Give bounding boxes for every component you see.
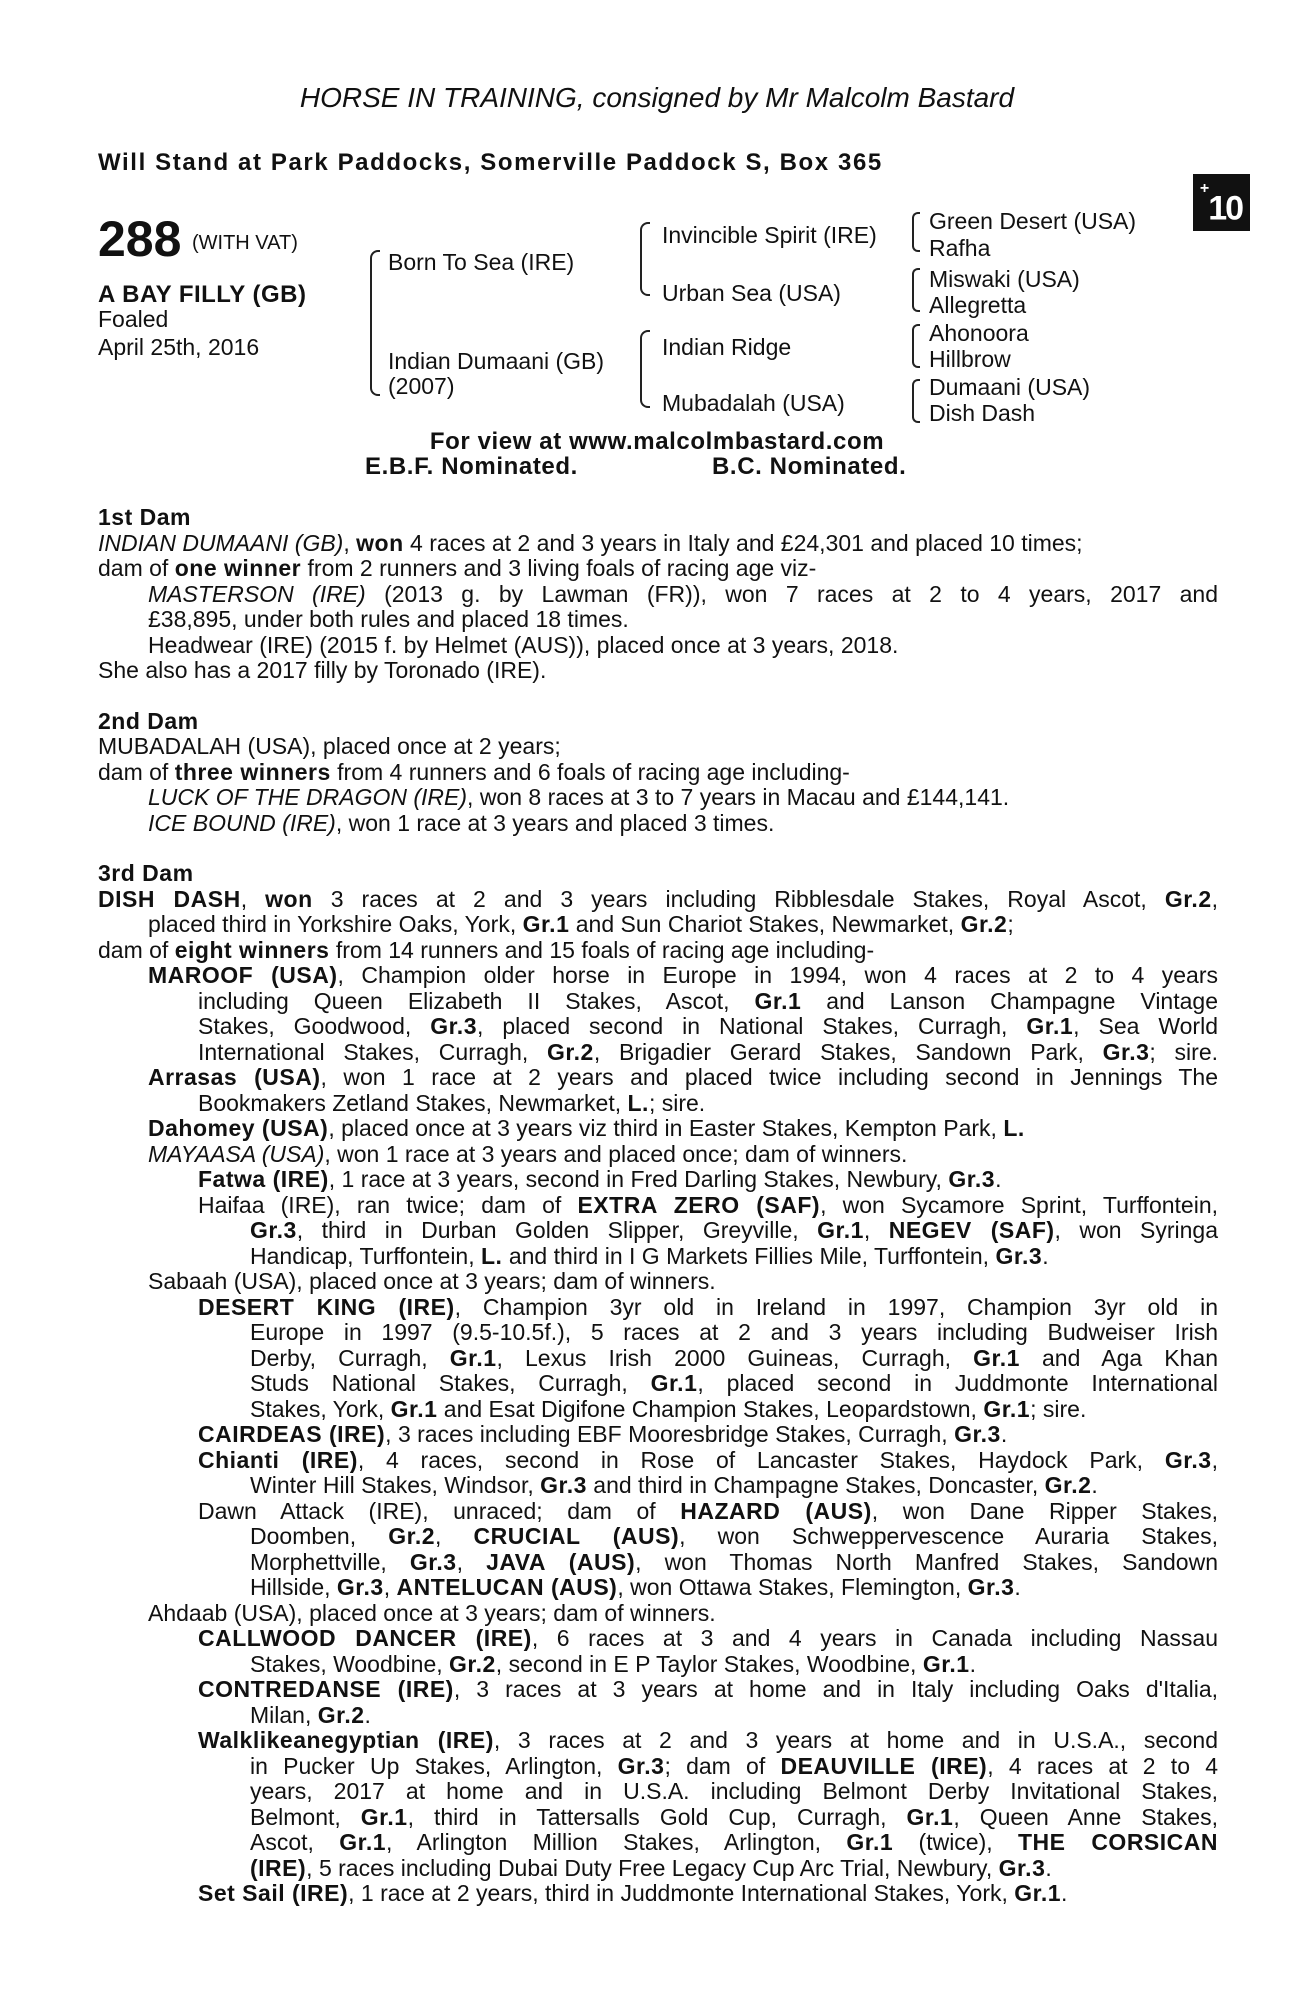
body-line: MAROOF (USA), Champion older horse in Europe in 1994, won 4 races at 2 to 4 years <box>148 962 1218 988</box>
body-line: Derby, Curragh, Gr.1, Lexus Irish 2000 Guineas, Curragh, Gr.1 and Aga Khan <box>250 1344 1218 1371</box>
body-line: Headwear (IRE) (2015 f. by Helmet (AUS)), placed once at 3 years, 2018. <box>148 631 899 658</box>
ebf-nominated: E.B.F. Nominated. <box>365 453 578 480</box>
body-line: placed third in Yorkshire Oaks, York, Gr.1 and Sun Chariot Stakes, Newmarket, Gr.2; <box>148 911 1014 937</box>
view-website: For view at www.malcolmbastard.com <box>429 428 885 455</box>
pedigree-brace <box>640 330 650 408</box>
body-line: Haifaa (IRE), ran twice; dam of EXTRA ZERO (SAF), won Sycamore Sprint, Turffontein, <box>198 1191 1218 1218</box>
body-line: Stakes, Woodbine, Gr.2, second in E P Taylor Stakes, Woodbine, Gr.1. <box>250 1650 976 1677</box>
pedigree-brace <box>912 268 920 312</box>
body-line: Chianti (IRE), 4 races, second in Rose of Lancaster Stakes, Haydock Park, Gr.3, <box>198 1446 1218 1473</box>
body-line: INDIAN DUMAANI (GB), won 4 races at 2 and 3 years in Italy and £24,301 and placed 10 times; <box>98 529 1083 556</box>
pedigree-g8: Dish Dash <box>929 400 1036 426</box>
vat-note: (WITH VAT) <box>192 232 298 254</box>
pedigree-g4: Allegretta <box>929 292 1027 318</box>
body-line: Dawn Attack (IRE), unraced; dam of HAZARD (AUS), won Dane Ripper Stakes, <box>198 1497 1218 1524</box>
body-line: dam of eight winners from 14 runners and 15 foals of racing age including- <box>98 936 875 963</box>
lot-number: 288 <box>98 211 182 267</box>
catalogue-heading: HORSE IN TRAINING, consigned by Mr Malcolm Bastard <box>299 82 1015 113</box>
stand-location: Will Stand at Park Paddocks, Somerville Paddock S, Box 365 <box>98 149 883 176</box>
body-line: dam of three winners from 4 runners and 6 foals of racing age including- <box>98 758 850 785</box>
pedigree-brace <box>912 324 920 368</box>
body-line: CAIRDEAS (IRE), 3 races including EBF Mooresbridge Stakes, Curragh, Gr.3. <box>198 1421 1008 1447</box>
pedigree-dam-year: (2007) <box>388 373 455 399</box>
body-line: Studs National Stakes, Curragh, Gr.1, placed second in Juddmonte International <box>250 1370 1219 1396</box>
pedigree-sire-sire: Invincible Spirit (IRE) <box>662 222 877 248</box>
body-line: Dahomey (USA), placed once at 3 years viz third in Easter Stakes, Kempton Park, L. <box>148 1115 1025 1141</box>
horse-description: A BAY FILLY (GB) <box>98 281 307 308</box>
body-line: (IRE), 5 races including Dubai Duty Free Legacy Cup Arc Trial, Newbury, Gr.3. <box>250 1854 1052 1881</box>
body-line: International Stakes, Curragh, Gr.2, Brigadier Gerard Stakes, Sandown Park, Gr.3; sire. <box>198 1038 1218 1065</box>
dam-history <box>98 505 1218 1907</box>
body-line: Winter Hill Stakes, Windsor, Gr.3 and third in Champagne Stakes, Doncaster, Gr.2. <box>250 1472 1098 1498</box>
pedigree-dam-dam: Mubadalah (USA) <box>662 390 845 416</box>
body-line: years, 2017 at home and in U.S.A. including Belmont Derby Invitational Stakes, <box>250 1778 1218 1804</box>
page-badge <box>1193 174 1250 231</box>
pedigree-g7: Dumaani (USA) <box>929 374 1091 400</box>
body-line: Set Sail (IRE), 1 race at 2 years, third in Juddmonte International Stakes, York, Gr.1. <box>198 1880 1068 1906</box>
body-line: in Pucker Up Stakes, Arlington, Gr.3; dam of DEAUVILLE (IRE), 4 races at 2 to 4 <box>250 1752 1219 1779</box>
body-line: LUCK OF THE DRAGON (IRE), won 8 races at 3 to 7 years in Macau and £144,141. <box>148 784 1010 810</box>
pedigree-brace <box>912 379 920 423</box>
body-line: Fatwa (IRE), 1 race at 3 years, second in Fred Darling Stakes, Newbury, Gr.3. <box>198 1166 1002 1192</box>
pedigree-brace <box>370 250 380 396</box>
pedigree-brace <box>640 222 650 296</box>
section-heading: 2nd Dam <box>98 707 199 734</box>
pedigree-brace <box>912 212 920 252</box>
body-line: Morphettville, Gr.3, JAVA (AUS), won Thomas North Manfred Stakes, Sandown <box>250 1548 1218 1575</box>
pedigree-g3: Miswaki (USA) <box>929 266 1080 292</box>
section-heading: 1st Dam <box>98 504 191 530</box>
foaled-label: Foaled <box>98 306 169 332</box>
body-line: Stakes, York, Gr.1 and Esat Digifone Champion Stakes, Leopardstown, Gr.1; sire. <box>250 1395 1087 1422</box>
pedigree-dam-sire: Indian Ridge <box>662 334 792 360</box>
body-line: Hillside, Gr.3, ANTELUCAN (AUS), won Ottawa Stakes, Flemington, Gr.3. <box>250 1574 1021 1600</box>
pedigree-g2: Rafha <box>929 235 991 261</box>
bc-nominated: B.C. Nominated. <box>712 453 907 480</box>
body-line: MAYAASA (USA), won 1 race at 3 years and placed once; dam of winners. <box>148 1140 908 1167</box>
body-line: Bookmakers Zetland Stakes, Newmarket, L.; sire. <box>198 1089 706 1116</box>
body-line: Ascot, Gr.1, Arlington Million Stakes, Arlington, Gr.1 (twice), THE CORSICAN <box>250 1829 1218 1855</box>
foaled-date: April 25th, 2016 <box>98 334 260 360</box>
body-line: Ahdaab (USA), placed once at 3 years; dam of winners. <box>148 1599 716 1626</box>
body-line: dam of one winner from 2 runners and 3 living foals of racing age viz- <box>98 555 817 581</box>
body-line: DESERT KING (IRE), Champion 3yr old in Ireland in 1997, Champion 3yr old in <box>198 1293 1219 1320</box>
body-line: Sabaah (USA), placed once at 3 years; dam of winners. <box>148 1268 716 1294</box>
pedigree-g6: Hillbrow <box>929 346 1011 372</box>
body-line: Handicap, Turffontein, L. and third in I G Markets Fillies Mile, Turffontein, Gr.3. <box>250 1242 1049 1269</box>
badge-plus: + <box>1199 180 1208 197</box>
body-line: MUBADALAH (USA), placed once at 2 years; <box>98 733 561 759</box>
body-line: £38,895, under both rules and placed 18 times. <box>148 606 629 632</box>
body-line: Doomben, Gr.2, CRUCIAL (AUS), won Schweppervescence Auraria Stakes, <box>250 1523 1218 1549</box>
pedigree-sire-dam: Urban Sea (USA) <box>662 280 841 306</box>
section-heading: 3rd Dam <box>98 860 194 886</box>
body-line: Gr.3, third in Durban Golden Slipper, Greyville, Gr.1, NEGEV (SAF), won Syringa <box>250 1217 1218 1243</box>
body-line: Milan, Gr.2. <box>250 1701 371 1728</box>
pedigree-dam: Indian Dumaani (GB) <box>388 348 605 374</box>
pedigree-g5: Ahonoora <box>929 320 1029 346</box>
body-line: including Queen Elizabeth II Stakes, Ascot, Gr.1 and Lanson Champagne Vintage <box>198 987 1218 1014</box>
body-line: Belmont, Gr.1, third in Tattersalls Gold Cup, Curragh, Gr.1, Queen Anne Stakes, <box>250 1803 1218 1830</box>
pedigree-sire: Born To Sea (IRE) <box>388 249 575 275</box>
body-line: Europe in 1997 (9.5-10.5f.), 5 races at 2 and 3 years including Budweiser Irish <box>250 1319 1218 1345</box>
body-line: She also has a 2017 filly by Toronado (IRE). <box>98 657 547 683</box>
badge-number: 10 <box>1208 189 1243 228</box>
body-line: ICE BOUND (IRE), won 1 race at 3 years and placed 3 times. <box>148 809 775 836</box>
body-line: Stakes, Goodwood, Gr.3, placed second in National Stakes, Curragh, Gr.1, Sea World <box>198 1013 1218 1039</box>
body-line: DISH DASH, won 3 races at 2 and 3 years including Ribblesdale Stakes, Royal Ascot, Gr.2, <box>98 885 1219 912</box>
body-line: MASTERSON (IRE) (2013 g. by Lawman (FR)), won 7 races at 2 to 4 years, 2017 and <box>148 580 1218 607</box>
body-line: CONTREDANSE (IRE), 3 races at 3 years at home and in Italy including Oaks d'Italia, <box>198 1676 1218 1702</box>
pedigree-g1: Green Desert (USA) <box>929 208 1137 234</box>
body-line: Walklikeanegyptian (IRE), 3 races at 2 and 3 years at home and in U.S.A., second <box>198 1727 1218 1753</box>
body-line: CALLWOOD DANCER (IRE), 6 races at 3 and 4 years in Canada including Nassau <box>198 1625 1218 1651</box>
body-line: Arrasas (USA), won 1 race at 2 years and placed twice including second in Jennings The <box>148 1064 1219 1090</box>
